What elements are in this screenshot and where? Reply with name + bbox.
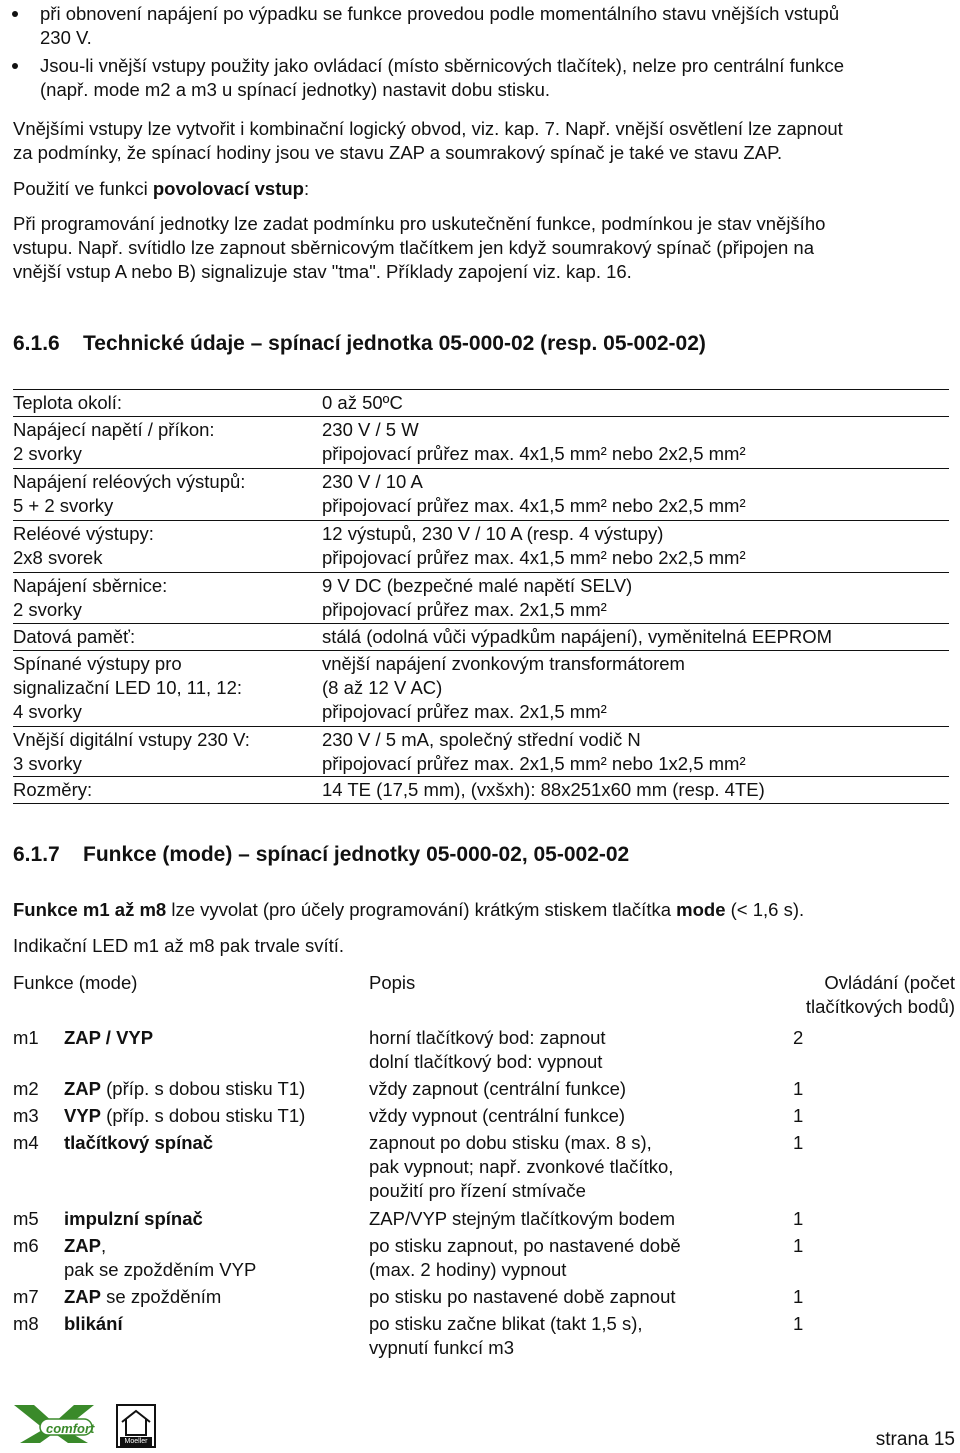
text-line: 2 svorky [13,443,82,464]
mode-name [64,1077,305,1101]
text-line: ZAP/VYP stejným tlačítkovým bodem [369,1208,676,1229]
section-number: 6.1.6 [13,332,60,355]
text-line: 2x8 svorek [13,547,103,568]
mode-desc [369,1077,749,1101]
spec-value [322,778,948,802]
text-line: (8 až 12 V AC) [322,677,443,698]
mode-name-rest: (příp. s dobou stisku T1) [101,1078,306,1099]
text-line: připojovací průřez max. 4x1,5 mm² nebo 2x2,5 mm² [322,547,746,568]
spec-label [13,522,305,570]
mode-code: m6 [13,1235,39,1256]
text: lze vyvolat (pro účely programování) krátkým stiskem tlačítka [166,899,677,920]
spec-row [13,623,949,651]
modes-intro [13,898,804,922]
led-note: Indikační LED m1 až m8 pak trvale svítí. [13,935,345,956]
mode-name [64,1285,221,1309]
mode-desc [369,1285,749,1309]
text-line: (max. 2 hodiny) vypnout [369,1259,567,1280]
mode-code: m3 [13,1105,39,1126]
enable-intro [13,177,309,201]
text-line: 12 výstupů, 230 V / 10 A (resp. 4 výstupy) [322,523,664,544]
spec-value [322,470,948,518]
bullet-dot [12,63,18,69]
text-line: vstupu. Např. svítidlo lze zapnout sběrnicovým tlačítkem jen když soumrakový spínač (připojen na [13,237,815,258]
mode-name [64,1104,305,1128]
mode-count: 1 [793,1235,804,1256]
header-desc: Popis [369,972,416,993]
text-line: tlačítkových bodů) [805,996,955,1017]
text-line: horní tlačítkový bod: zapnout [369,1027,606,1048]
spec-row [13,416,949,469]
text-line: 3 svorky [13,753,82,774]
mode-desc [369,1104,749,1128]
text-line: 0 až 50ºC [322,392,403,413]
text-line: 230 V / 5 W [322,419,419,440]
mode-code: m8 [13,1313,39,1334]
spec-label [13,778,305,802]
house-label: Moeller [120,1437,152,1446]
spec-row [13,468,949,521]
text-line: stálá (odolná vůči výpadkům napájení), vyměnitelná EEPROM [322,626,833,647]
mode-name [64,1131,213,1155]
mode-name-bold: ZAP [64,1078,101,1099]
mode-desc [369,1131,749,1203]
text-line: vždy vypnout (centrální funkce) [369,1105,626,1126]
text-bold: Funkce m1 až m8 [13,899,167,920]
text: : [303,178,310,199]
spec-value [322,652,948,724]
mode-name-rest: (příp. s dobou stisku T1) [101,1105,306,1126]
spec-row [13,572,949,624]
text-line: Datová paměť: [13,626,136,647]
spec-row [13,776,949,804]
text-line: Vnější digitální vstupy 230 V: [13,729,250,750]
mode-name-bold: ZAP / VYP [64,1027,154,1048]
section-heading-modes [13,843,629,867]
text-line: Teplota okolí: [13,392,123,413]
spec-label [13,625,305,649]
mode-code: m5 [13,1208,39,1229]
spec-row [13,650,949,727]
text-line: Při programování jednotky lze zadat podmínku pro uskutečnění funkce, podmínkou je stav vnějšího [13,213,826,234]
bullet-text: (např. mode m2 a m3 u spínací jednotky) nastavit dobu stisku. [40,79,551,100]
text-line: za podmínky, že spínací hodiny jsou ve stavu ZAP a soumrakový spínač je také ve stavu ZAP. [13,142,783,163]
mode-code: m1 [13,1027,39,1048]
text-line: 2 svorky [13,599,82,620]
xcomfort-logo [12,1403,96,1445]
spec-value [322,574,948,622]
text-line: 230 V / 10 A [322,471,423,492]
text-line: vnější vstup A nebo B) signalizuje stav "tma". Příklady zapojení viz. kap. 16. [13,261,632,282]
text-line: Ovládání (počet [824,972,955,993]
page-number: strana 15 [875,1429,955,1450]
text-line: pak vypnout; např. zvonkové tlačítko, [369,1156,674,1177]
text-line: vypnutí funkcí m3 [369,1337,514,1358]
text: Použití ve funkci [13,178,153,199]
house-icon [118,1408,154,1438]
spec-label [13,391,305,415]
spec-label [13,418,305,466]
spec-value [322,391,948,415]
text-line: po stisku zapnout, po nastavené době [369,1235,681,1256]
bullet-text: při obnovení napájení po výpadku se funkce provedou podle momentálního stavu vnějších vstupů [40,3,840,24]
text-line: připojovací průřez max. 2x1,5 mm² [322,599,607,620]
text-line: vnější napájení zvonkovým transformátorem [322,653,685,674]
bullet-item [40,54,955,102]
section-heading-tech [13,332,706,356]
mode-code: m4 [13,1132,39,1153]
mode-desc [369,1026,749,1074]
text-line: použití pro řízení stmívače [369,1180,586,1201]
header-count [806,971,955,1019]
spec-row [13,726,949,777]
mode-name-bold: ZAP [64,1235,101,1256]
spec-value [322,418,948,466]
mode-count: 1 [793,1208,804,1229]
text-line: signalizační LED 10, 11, 12: [13,677,242,698]
spec-label [13,470,305,518]
text-line: 4 svorky [13,701,82,722]
mode-table-header [13,971,958,1021]
mode-name [64,1207,203,1231]
spec-label [13,728,305,776]
mode-name-bold: impulzní spínač [64,1208,203,1229]
text-line: Rozměry: [13,779,93,800]
bullet-dot [12,11,18,17]
bullet-text: Jsou-li vnější vstupy použity jako ovládací (místo sběrnicových tlačítek), nelze pro centrální funkce [40,55,845,76]
spec-value [322,625,948,649]
text-line: po stisku začne blikat (takt 1,5 s), [369,1313,643,1334]
text-line: vždy zapnout (centrální funkce) [369,1078,627,1099]
mode-name-line2: pak se zpožděním VYP [64,1259,257,1280]
mode-name-rest: se zpožděním [101,1286,222,1307]
text-line: zapnout po dobu stisku (max. 8 s), [369,1132,652,1153]
text: (< 1,6 s). [725,899,805,920]
mode-count: 1 [793,1313,804,1334]
section-title: Technické údaje – spínací jednotka 05-000-02 (resp. 05-002-02) [83,332,706,355]
paragraph-logic [13,117,958,165]
paragraph-enable [13,212,958,284]
text-line: připojovací průřez max. 4x1,5 mm² nebo 2x2,5 mm² [322,443,746,464]
house-logo [116,1404,156,1448]
text-line: dolní tlačítkový bod: vypnout [369,1051,603,1072]
mode-name-bold: tlačítkový spínač [64,1132,214,1153]
text-bold: povolovací vstup [152,178,304,199]
spec-row [13,389,949,417]
text-line: Reléové výstupy: [13,523,154,544]
mode-name [64,1234,256,1282]
mode-code: m2 [13,1078,39,1099]
text-line: 9 V DC (bezpečné malé napětí SELV) [322,575,633,596]
spec-row [13,520,949,573]
mode-desc [369,1207,749,1231]
text-line: 230 V / 5 mA, společný střední vodič N [322,729,641,750]
text-line: Napájecí napětí / příkon: [13,419,215,440]
mode-code: m7 [13,1286,39,1307]
text-line: připojovací průřez max. 2x1,5 mm² [322,701,607,722]
text-bold: mode [676,899,726,920]
mode-desc [369,1312,749,1360]
text-line: Napájení sběrnice: [13,575,168,596]
mode-count: 1 [793,1078,804,1099]
text-line: po stisku po nastavené době zapnout [369,1286,676,1307]
text-line: 14 TE (17,5 mm), (vxšxh): 88x251x60 mm (resp. 4TE) [322,779,765,800]
mode-count: 1 [793,1105,804,1126]
text-line: připojovací průřez max. 4x1,5 mm² nebo 2x2,5 mm² [322,495,746,516]
text-line: 5 + 2 svorky [13,495,114,516]
spec-label [13,652,305,724]
mode-name-bold: VYP [64,1105,102,1126]
spec-value [322,522,948,570]
mode-name [64,1312,123,1336]
mode-count: 2 [793,1027,804,1048]
bullet-item [40,2,955,50]
mode-count: 1 [793,1286,804,1307]
spec-label [13,574,305,622]
mode-desc [369,1234,749,1282]
text-line: připojovací průřez max. 2x1,5 mm² nebo 1x2,5 mm² [322,753,746,774]
section-number: 6.1.7 [13,843,60,866]
text-line: Vnějšími vstupy lze vytvořit i kombinační logický obvod, viz. kap. 7. Např. vnější osvětlení lze zapnout [13,118,843,139]
logo-text: comfort [46,1421,95,1436]
header-mode: Funkce (mode) [13,972,138,993]
section-title: Funkce (mode) – spínací jednotky 05-000-02, 05-002-02 [83,843,630,866]
mode-name [64,1026,153,1050]
mode-count: 1 [793,1132,804,1153]
mode-name-bold: blikání [64,1313,123,1334]
mode-name-rest: , [101,1235,107,1256]
spec-value [322,728,948,776]
text-line: Napájení reléových výstupů: [13,471,246,492]
bullet-text: 230 V. [40,27,92,48]
text-line: Spínané výstupy pro [13,653,182,674]
mode-name-bold: ZAP [64,1286,101,1307]
